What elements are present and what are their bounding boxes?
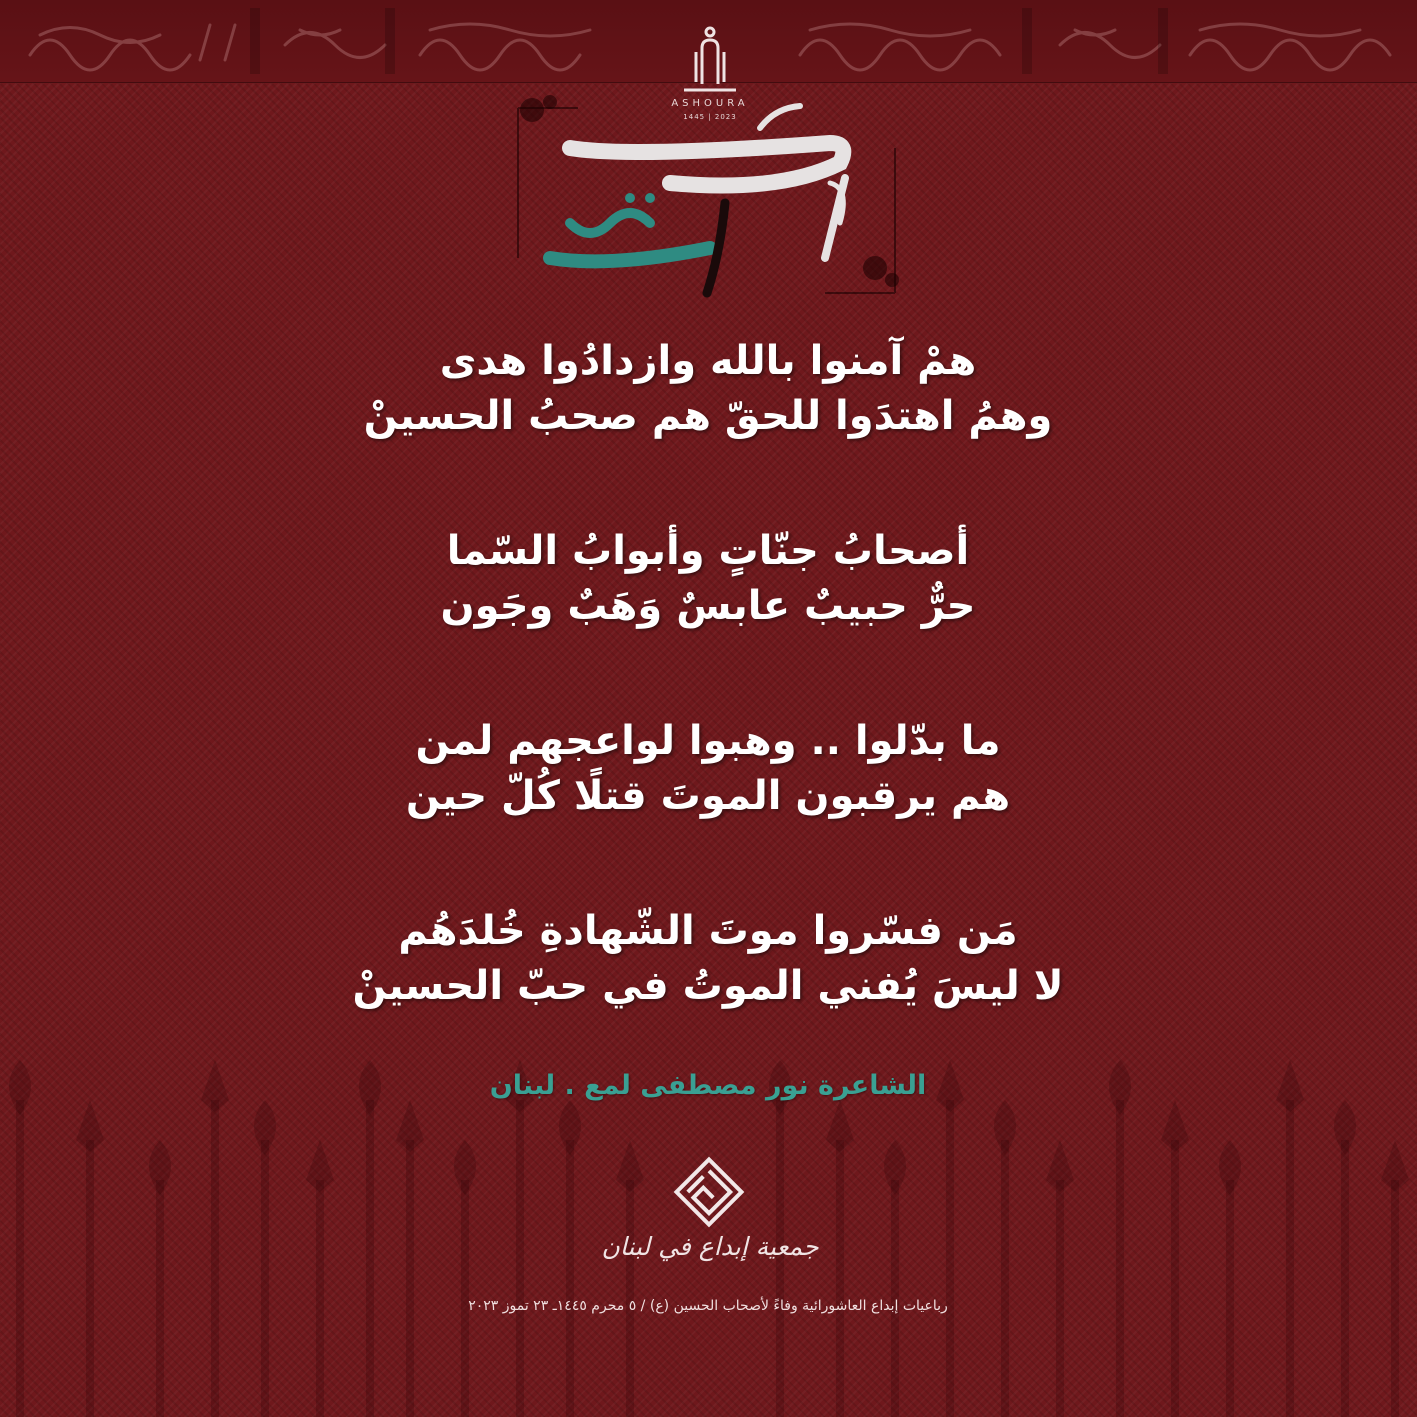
spear-head	[306, 1140, 334, 1192]
association-name: جمعية إبداع في لبنان	[601, 1232, 819, 1261]
verse-line: ما بدّلوا .. وهبوا لواعجهم لمن	[415, 718, 1001, 764]
spear-shaft	[366, 1100, 374, 1417]
calligraphy-title-icon	[510, 88, 910, 303]
stanza-4	[258, 904, 1158, 1014]
spear-head	[559, 1100, 581, 1155]
spear-head	[884, 1140, 906, 1195]
spear-shaft	[1391, 1180, 1399, 1417]
kufic-square-logo-icon	[672, 1155, 746, 1229]
footer-caption: رباعيات إبداع العاشورائية وفاءً لأصحاب الحسين (ع) / ٥ محرم ١٤٤٥ـ ٢٣ تموز ٢٠٢٣	[468, 1298, 948, 1314]
spear-head	[149, 1140, 171, 1195]
spear-shaft	[316, 1180, 324, 1417]
spear-head	[826, 1100, 854, 1152]
spear-shaft	[211, 1100, 219, 1417]
spear-head	[1334, 1100, 1356, 1155]
verse-line: همْ آمنوا بالله وازدادُوا هدى	[439, 338, 977, 384]
spear-shaft	[516, 1100, 524, 1417]
poet-credit: الشاعرة نور مصطفى لمع . لبنان	[489, 1070, 927, 1101]
spear-shaft	[566, 1140, 574, 1417]
verse-line: مَن فسّروا موتَ الشّهادةِ خُلدَهُم	[398, 908, 1018, 954]
spear-head	[76, 1100, 104, 1152]
spear-head	[201, 1060, 229, 1112]
verse-line: لا ليسَ يُفني الموتُ في حبّ الحسينْ	[352, 963, 1064, 1009]
spear-shaft	[1116, 1100, 1124, 1417]
spear-shaft	[16, 1100, 24, 1417]
spear-head	[1276, 1060, 1304, 1112]
spear-shaft	[1341, 1140, 1349, 1417]
stanza-1	[258, 334, 1158, 444]
spear-head	[254, 1100, 276, 1155]
spear-shaft	[261, 1140, 269, 1417]
spear-head	[1161, 1100, 1189, 1152]
spear-head	[396, 1100, 424, 1152]
spear-head	[1381, 1140, 1409, 1192]
spear-head	[1046, 1140, 1074, 1192]
verse-line: أصحابُ جنّاتٍ وأبوابُ السّما	[446, 528, 970, 574]
spear-shaft	[836, 1140, 844, 1417]
spear-shaft	[156, 1180, 164, 1417]
spear-head	[454, 1140, 476, 1195]
spear-shaft	[86, 1140, 94, 1417]
spear-shaft	[1001, 1140, 1009, 1417]
spear-shaft	[946, 1100, 954, 1417]
title-calligraphy	[510, 88, 910, 303]
verse-line: وهمُ اهتدَوا للحقّ هم صحبُ الحسينْ	[363, 393, 1053, 439]
verse-line: هم يرقبون الموتَ قتلًا كُلّ حين	[405, 773, 1011, 819]
spear-shaft	[406, 1140, 414, 1417]
emblem-latin-label: ASHOURA	[671, 98, 749, 109]
spear-head	[994, 1100, 1016, 1155]
spear-shaft	[1171, 1140, 1179, 1417]
poem	[258, 334, 1158, 1094]
stanza-2	[258, 524, 1158, 634]
stanza-3	[258, 714, 1158, 824]
spear-head	[9, 1060, 31, 1115]
verse-line: حرٌّ حبيبٌ عابسٌ وَهَبٌ وجَون	[440, 583, 976, 629]
emblem-year-label: 1445 | 2023	[683, 113, 737, 121]
spear-shaft	[1286, 1100, 1294, 1417]
spear-head	[616, 1140, 644, 1192]
spear-head	[1219, 1140, 1241, 1195]
spear-shaft	[1226, 1180, 1234, 1417]
